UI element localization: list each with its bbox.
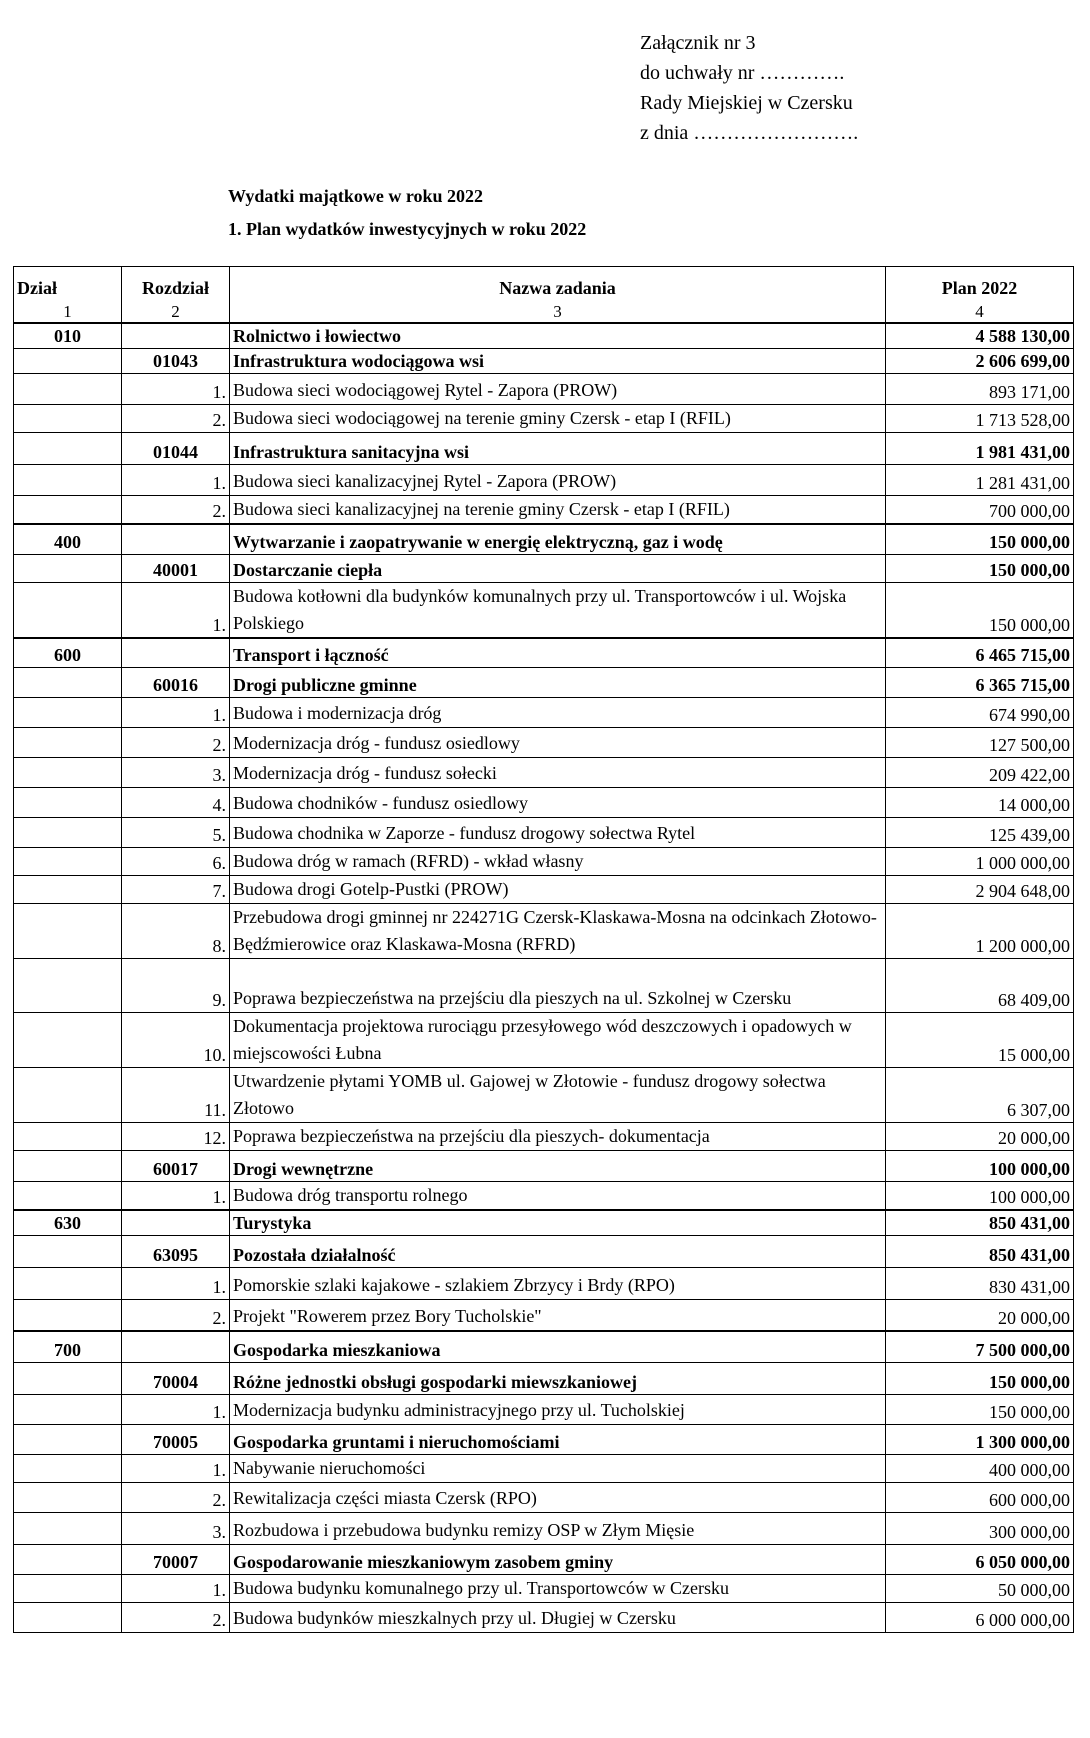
rozdzial-cell: 40001 [122,554,230,582]
plan-value: 150 000,00 [886,524,1074,554]
task-number: 8. [122,904,230,959]
plan-value: 893 171,00 [886,374,1074,405]
dzial-cell [14,1395,122,1425]
dzial-row [14,524,1074,554]
dzial-cell [14,1123,122,1151]
rozdzial-cell: 63095 [122,1236,230,1268]
task-name: Modernizacja budynku administracyjnego przy ul. Tucholskiej [230,1395,886,1425]
task-number: 2. [122,496,230,525]
task-row [14,1300,1074,1331]
rozdzial-cell: 01043 [122,349,230,374]
dzial-cell [14,848,122,876]
task-row [14,959,1074,1013]
dzial-cell [14,433,122,465]
dzial-cell [14,728,122,758]
section-name: Gospodarka gruntami i nieruchomościami [230,1425,886,1455]
section-name: Dostarczanie ciepła [230,554,886,582]
dzial-cell [14,1483,122,1513]
plan-value: 850 431,00 [886,1236,1074,1268]
task-row [14,788,1074,818]
task-number: 1. [122,698,230,728]
task-number: 6. [122,848,230,876]
dzial-cell [14,349,122,374]
section-name: Infrastruktura sanitacyjna wsi [230,433,886,465]
plan-value: 6 000 000,00 [886,1603,1074,1633]
rozdzial-row [14,349,1074,374]
task-number: 2. [122,1603,230,1633]
task-name: Budowa chodnika w Zaporze - fundusz drogowy sołectwa Rytel [230,818,886,848]
task-name: Poprawa bezpieczeństwa na przejściu dla pieszych- dokumentacja [230,1123,886,1151]
document-subtitle: 1. Plan wydatków inwestycyjnych w roku 2022 [228,219,587,239]
task-name: Budowa chodników - fundusz osiedlowy [230,788,886,818]
dzial-cell [14,1236,122,1268]
task-number: 2. [122,1483,230,1513]
plan-value: 1 713 528,00 [886,405,1074,433]
plan-value: 20 000,00 [886,1123,1074,1151]
task-row [14,582,1074,638]
task-name: Budowa budynków mieszkalnych przy ul. Długiej w Czersku [230,1603,886,1633]
section-name: Gospodarka mieszkaniowa [230,1331,886,1363]
attachment-number: Załącznik nr 3 [640,32,756,54]
task-name: Budowa sieci kanalizacyjnej na terenie gminy Czersk - etap I (RFIL) [230,496,886,525]
task-name: Budowa sieci wodociągowej na terenie gminy Czersk - etap I (RFIL) [230,405,886,433]
section-name: Drogi publiczne gminne [230,668,886,698]
header-nazwa-zadania: Nazwa zadania [230,267,886,301]
plan-value: 100 000,00 [886,1182,1074,1211]
dzial-cell: 010 [14,323,122,349]
task-number: 1. [122,374,230,405]
rozdzial-cell [122,1210,230,1236]
task-number: 7. [122,876,230,904]
plan-value: 50 000,00 [886,1575,1074,1603]
task-row [14,818,1074,848]
dzial-cell [14,1363,122,1395]
dzial-cell [14,582,122,638]
dzial-cell [14,1603,122,1633]
header-plan-2022: Plan 2022 [886,267,1074,301]
task-number: 1. [122,1268,230,1300]
task-number: 5. [122,818,230,848]
task-name: Budowa drogi Gotelp-Pustki (PROW) [230,876,886,904]
document-titles [228,180,586,246]
rozdzial-row [14,433,1074,465]
task-row [14,1513,1074,1545]
task-row [14,728,1074,758]
rozdzial-cell: 70005 [122,1425,230,1455]
dzial-row [14,638,1074,668]
task-row [14,374,1074,405]
dzial-cell [14,405,122,433]
colnum-4: 4 [886,300,1074,323]
dzial-cell [14,668,122,698]
section-name: Infrastruktura wodociągowa wsi [230,349,886,374]
dzial-cell [14,959,122,1013]
plan-value: 127 500,00 [886,728,1074,758]
task-row [14,1455,1074,1483]
plan-value: 674 990,00 [886,698,1074,728]
task-name: Rewitalizacja części miasta Czersk (RPO) [230,1483,886,1513]
plan-value: 150 000,00 [886,554,1074,582]
plan-value: 68 409,00 [886,959,1074,1013]
dzial-cell [14,1513,122,1545]
dzial-cell [14,1425,122,1455]
task-name: Modernizacja dróg - fundusz sołecki [230,758,886,788]
colnum-3: 3 [230,300,886,323]
task-name: Budowa kotłowni dla budynków komunalnych przy ul. Transportowców i ul. Wojska Polskiego [230,582,886,638]
rozdzial-row [14,668,1074,698]
plan-value: 1 200 000,00 [886,904,1074,959]
task-name: Utwardzenie płytami YOMB ul. Gajowej w Złotowie - fundusz drogowy sołectwa Złotowo [230,1068,886,1123]
header-rozdzial: Rozdział [122,267,230,301]
task-row [14,496,1074,525]
dzial-cell [14,554,122,582]
task-row [14,1483,1074,1513]
task-row [14,848,1074,876]
task-row [14,405,1074,433]
task-row [14,1068,1074,1123]
task-name: Pomorskie szlaki kajakowe - szlakiem Zbrzycy i Brdy (RPO) [230,1268,886,1300]
dzial-cell [14,698,122,728]
task-row [14,758,1074,788]
dzial-cell [14,465,122,496]
dzial-cell [14,1013,122,1068]
rozdzial-row [14,1236,1074,1268]
plan-value: 150 000,00 [886,1363,1074,1395]
dzial-cell [14,1068,122,1123]
task-name: Modernizacja dróg - fundusz osiedlowy [230,728,886,758]
dzial-cell: 700 [14,1331,122,1363]
plan-value: 600 000,00 [886,1483,1074,1513]
task-row [14,1182,1074,1211]
dzial-cell [14,1545,122,1575]
section-name: Turystyka [230,1210,886,1236]
plan-value: 15 000,00 [886,1013,1074,1068]
dzial-cell [14,1575,122,1603]
rozdzial-cell [122,1331,230,1363]
plan-value: 6 365 715,00 [886,668,1074,698]
plan-value: 14 000,00 [886,788,1074,818]
dzial-cell: 600 [14,638,122,668]
dzial-cell [14,1455,122,1483]
attachment-header [640,28,858,148]
document-title: Wydatki majątkowe w roku 2022 [228,186,484,206]
task-name: Przebudowa drogi gminnej nr 224271G Czersk-Klaskawa-Mosna na odcinkach Złotowo-Będźmierowice oraz Klaskawa-Mosna (RFRD) [230,904,886,959]
plan-value: 2 606 699,00 [886,349,1074,374]
task-number: 1. [122,465,230,496]
task-name: Budowa budynku komunalnego przy ul. Transportowców w Czersku [230,1575,886,1603]
task-name: Rozbudowa i przebudowa budynku remizy OSP w Złym Mięsie [230,1513,886,1545]
plan-value: 6 050 000,00 [886,1545,1074,1575]
section-name: Wytwarzanie i zaopatrywanie w energię elektryczną, gaz i wodę [230,524,886,554]
plan-value: 1 000 000,00 [886,848,1074,876]
plan-value: 125 439,00 [886,818,1074,848]
plan-value: 300 000,00 [886,1513,1074,1545]
task-row [14,1603,1074,1633]
task-number: 2. [122,405,230,433]
task-row [14,1268,1074,1300]
rozdzial-cell: 70007 [122,1545,230,1575]
dzial-cell [14,818,122,848]
task-number: 3. [122,1513,230,1545]
task-row [14,1123,1074,1151]
dzial-cell [14,1151,122,1182]
dzial-row [14,323,1074,349]
plan-value: 150 000,00 [886,582,1074,638]
resolution-number: do uchwały nr …………. [640,62,845,84]
dzial-cell [14,1300,122,1331]
resolution-date: z dnia ……………………. [640,122,859,144]
task-name: Dokumentacja projektowa rurociągu przesyłowego wód deszczowych i opadowych w miejscowości Łubna [230,1013,886,1068]
task-name: Nabywanie nieruchomości [230,1455,886,1483]
plan-value: 700 000,00 [886,496,1074,525]
task-row [14,1575,1074,1603]
plan-value: 1 981 431,00 [886,433,1074,465]
column-number-row [14,300,1074,323]
task-number: 1. [122,1575,230,1603]
section-name: Transport i łączność [230,638,886,668]
council-name: Rady Miejskiej w Czersku [640,92,853,114]
plan-value: 100 000,00 [886,1151,1074,1182]
dzial-cell [14,758,122,788]
task-number: 9. [122,959,230,1013]
task-name: Budowa dróg transportu rolnego [230,1182,886,1211]
section-name: Gospodarowanie mieszkaniowym zasobem gminy [230,1545,886,1575]
plan-value: 4 588 130,00 [886,323,1074,349]
rozdzial-cell: 01044 [122,433,230,465]
rozdzial-cell [122,323,230,349]
plan-value: 6 307,00 [886,1068,1074,1123]
rozdzial-row [14,1151,1074,1182]
task-row [14,1013,1074,1068]
dzial-cell [14,788,122,818]
colnum-2: 2 [122,300,230,323]
table-header-row [14,267,1074,301]
task-number: 10. [122,1013,230,1068]
task-name: Budowa sieci kanalizacyjnej Rytel - Zapora (PROW) [230,465,886,496]
rozdzial-row [14,554,1074,582]
header-dzial: Dział [14,267,122,301]
rozdzial-cell [122,524,230,554]
task-number: 1. [122,1182,230,1211]
plan-value: 6 465 715,00 [886,638,1074,668]
plan-value: 850 431,00 [886,1210,1074,1236]
dzial-cell [14,904,122,959]
task-number: 2. [122,1300,230,1331]
task-number: 1. [122,582,230,638]
plan-value: 7 500 000,00 [886,1331,1074,1363]
task-row [14,1395,1074,1425]
plan-value: 20 000,00 [886,1300,1074,1331]
dzial-cell [14,876,122,904]
plan-value: 1 300 000,00 [886,1425,1074,1455]
dzial-cell [14,496,122,525]
plan-value: 2 904 648,00 [886,876,1074,904]
task-row [14,698,1074,728]
investment-plan-table [13,266,1074,1633]
dzial-row [14,1210,1074,1236]
task-number: 12. [122,1123,230,1151]
task-number: 11. [122,1068,230,1123]
dzial-cell [14,374,122,405]
task-name: Budowa i modernizacja dróg [230,698,886,728]
rozdzial-row [14,1425,1074,1455]
dzial-cell [14,1182,122,1211]
colnum-1: 1 [14,300,122,323]
section-name: Różne jednostki obsługi gospodarki miewszkaniowej [230,1363,886,1395]
task-name: Poprawa bezpieczeństwa na przejściu dla pieszych na ul. Szkolnej w Czersku [230,959,886,1013]
task-number: 4. [122,788,230,818]
task-name: Projekt "Rowerem przez Bory Tucholskie" [230,1300,886,1331]
rozdzial-cell: 60017 [122,1151,230,1182]
task-number: 1. [122,1395,230,1425]
dzial-cell: 630 [14,1210,122,1236]
task-row [14,465,1074,496]
rozdzial-cell: 70004 [122,1363,230,1395]
task-number: 3. [122,758,230,788]
dzial-cell [14,1268,122,1300]
rozdzial-cell: 60016 [122,668,230,698]
task-number: 1. [122,1455,230,1483]
plan-value: 400 000,00 [886,1455,1074,1483]
task-name: Budowa sieci wodociągowej Rytel - Zapora (PROW) [230,374,886,405]
rozdzial-row [14,1545,1074,1575]
plan-value: 209 422,00 [886,758,1074,788]
plan-value: 150 000,00 [886,1395,1074,1425]
task-row [14,904,1074,959]
section-name: Rolnictwo i łowiectwo [230,323,886,349]
dzial-row [14,1331,1074,1363]
section-name: Pozostała działalność [230,1236,886,1268]
task-number: 2. [122,728,230,758]
task-row [14,876,1074,904]
rozdzial-cell [122,638,230,668]
plan-value: 830 431,00 [886,1268,1074,1300]
plan-value: 1 281 431,00 [886,465,1074,496]
task-name: Budowa dróg w ramach (RFRD) - wkład własny [230,848,886,876]
section-name: Drogi wewnętrzne [230,1151,886,1182]
rozdzial-row [14,1363,1074,1395]
dzial-cell: 400 [14,524,122,554]
